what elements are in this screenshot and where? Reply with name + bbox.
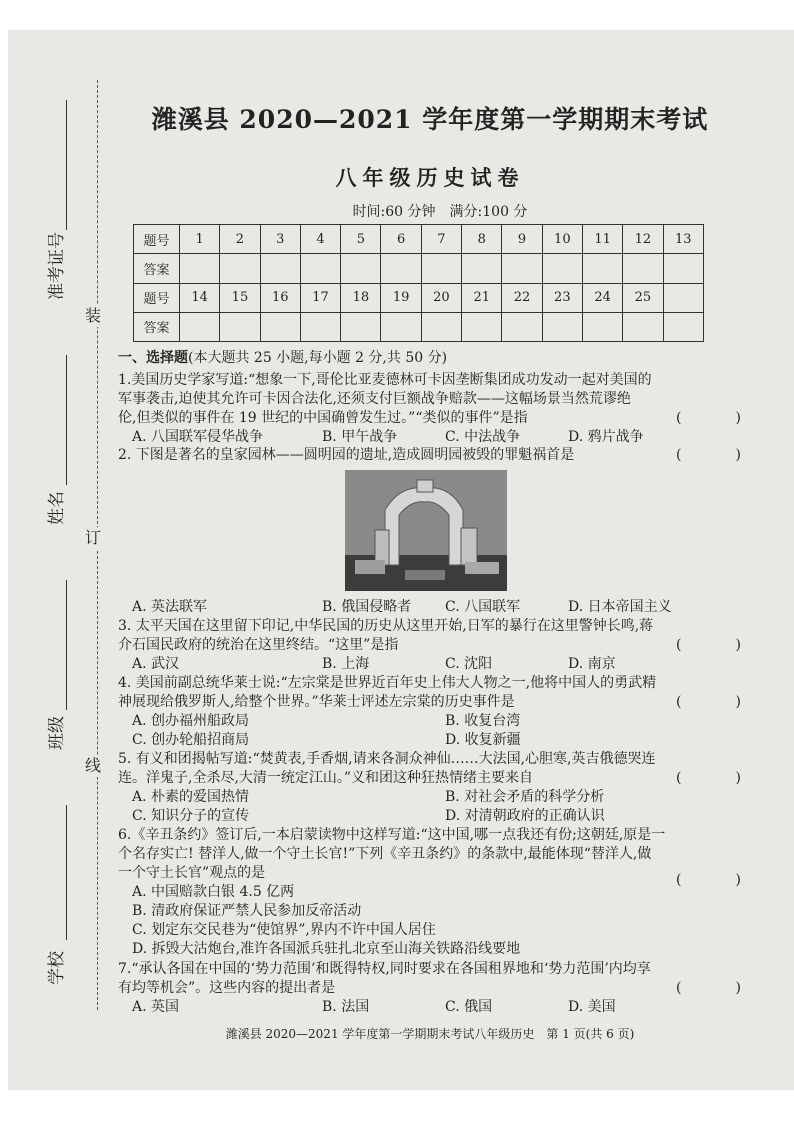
grid-number: 23: [542, 283, 582, 312]
section-title: 一、选择题: [118, 350, 188, 366]
name-line: [66, 355, 67, 485]
option-b: B. 法国: [322, 999, 370, 1015]
answer-cell[interactable]: [180, 312, 220, 341]
option-b: B. 俄国侵略者: [322, 599, 412, 615]
question-1: [118, 371, 761, 428]
question-line: 介石国民政府的统治在这里终结。“这里”是指: [118, 637, 399, 653]
question-6: [118, 826, 761, 888]
answer-cell[interactable]: [663, 254, 703, 283]
question-7: [118, 960, 761, 998]
answer-paren[interactable]: ( ): [676, 694, 761, 710]
option-b: B. 清政府保证严禁人民参加反帝活动: [132, 903, 362, 919]
answer-cell[interactable]: [180, 254, 220, 283]
option-d: D. 美国: [568, 999, 616, 1015]
option-c: C. 俄国: [445, 999, 493, 1015]
binding-word-xian: 线: [82, 755, 104, 777]
question-line: 神展现给俄罗斯人,给整个世界。”华莱士评述左宗棠的历史事件是: [118, 694, 515, 710]
question-line: 有均等机会”。这些内容的提出者是: [118, 980, 336, 996]
option-d: D. 收复新疆: [445, 732, 521, 748]
option-a: A. 英国: [132, 999, 180, 1015]
side-field-name: 姓名: [47, 491, 67, 525]
answer-paren[interactable]: ( ): [676, 980, 761, 996]
grid-label: 题号: [134, 225, 180, 254]
class-line: [66, 580, 67, 710]
grid-number: 13: [663, 225, 703, 254]
grid-number: 4: [300, 225, 340, 254]
question-line: 一个守土长官”观点的是: [118, 865, 266, 881]
exam-meta: 时间:60 分钟 满分:100 分: [352, 204, 528, 220]
answer-cell[interactable]: [462, 254, 502, 283]
grid-number: 21: [462, 283, 502, 312]
grid-number: 5: [341, 225, 381, 254]
question-4: [118, 674, 761, 712]
answer-cell[interactable]: [260, 312, 300, 341]
answer-cell[interactable]: [421, 312, 461, 341]
answer-cell[interactable]: [663, 312, 703, 341]
answer-cell[interactable]: [220, 254, 260, 283]
grid-row-answer-1: [134, 254, 704, 283]
question-line: 4. 美国前副总统华莱士说:“左宗棠是世界近百年史上伟大人物之一,他将中国人的勇武精: [118, 675, 657, 691]
answer-cell[interactable]: [381, 254, 421, 283]
option-d: D. 日本帝国主义: [568, 599, 672, 615]
answer-cell[interactable]: [381, 312, 421, 341]
answer-cell[interactable]: [623, 312, 663, 341]
question-2: [118, 446, 761, 465]
ruins-photo: [345, 470, 507, 591]
option-a: A. 英法联军: [132, 599, 208, 615]
side-field-school: 学校: [47, 951, 67, 985]
option-c: C. 八国联军: [445, 599, 521, 615]
grid-number: 3: [260, 225, 300, 254]
grid-number: 19: [381, 283, 421, 312]
question-line: 7.“承认各国在中国的‘势力范围’和既得特权,同时要求在各国租界地和‘势力范围’内均享: [118, 961, 651, 977]
answer-cell[interactable]: [300, 254, 340, 283]
question-line: 军事袭击,迫使其允许可卡因合法化,还须支付巨额战争赔款——这幅场景当然荒谬绝: [118, 391, 631, 407]
question-line: 6.《辛丑条约》签订后,一本启蒙读物中这样写道:“这中国,哪一点我还有份;这朝廷,原是一: [118, 827, 666, 843]
answer-cell[interactable]: [542, 312, 582, 341]
answer-cell[interactable]: [421, 254, 461, 283]
grid-number: 9: [502, 225, 542, 254]
option-c: C. 划定东交民巷为“使馆界”,界内不许中国人居住: [132, 922, 436, 938]
binding-word-zhuang: 装: [82, 305, 104, 327]
section-header: [118, 347, 447, 367]
answer-cell[interactable]: [502, 254, 542, 283]
question-line: 5. 有义和团揭帖写道:“焚黄表,手香烟,请来各洞众神仙……大法国,心胆寒,英吉俄德哭连: [118, 751, 656, 767]
grid-number: 17: [300, 283, 340, 312]
option-c: C. 沈阳: [445, 656, 493, 672]
option-a: A. 武汉: [132, 656, 180, 672]
grid-number: 6: [381, 225, 421, 254]
grid-number: 10: [542, 225, 582, 254]
answer-cell[interactable]: [502, 312, 542, 341]
option-a: A. 创办福州船政局: [132, 713, 250, 729]
answer-cell[interactable]: [542, 254, 582, 283]
grid-label: 题号: [134, 283, 180, 312]
grid-number: 12: [623, 225, 663, 254]
option-b: B. 对社会矛盾的科学分析: [445, 789, 605, 805]
question-line: 3. 太平天国在这里留下印记,中华民国的历史从这里开始,日军的暴行在这里警钟长鸣,蒋: [118, 618, 654, 634]
school-line: [66, 805, 67, 940]
answer-paren[interactable]: ( ): [676, 447, 761, 463]
option-c: C. 创办轮船招商局: [132, 732, 250, 748]
grid-label: 答案: [134, 254, 180, 283]
grid-number: 20: [421, 283, 461, 312]
option-a: A. 中国赔款白银 4.5 亿两: [132, 884, 295, 900]
page-footer: 潍溪县 2020—2021 学年度第一学期期末考试八年级历史 第 1 页(共 6 页): [225, 1027, 635, 1041]
grid-row-number-1: [134, 225, 704, 254]
question-line: 1.美国历史学家写道:“想象一下,哥伦比亚麦德林可卡因垄断集团成功发动一起对美国的: [118, 372, 652, 388]
question-line: 连。洋鬼子,全杀尽,大清一统定江山。”义和团这种狂热情绪主要来自: [118, 770, 534, 786]
grid-number: 16: [260, 283, 300, 312]
binding-word-ding: 订: [82, 527, 104, 549]
answer-cell[interactable]: [341, 312, 381, 341]
answer-cell[interactable]: [220, 312, 260, 341]
option-d: D. 对清朝政府的正确认识: [445, 808, 605, 824]
grid-label: 答案: [134, 312, 180, 341]
answer-cell[interactable]: [623, 254, 663, 283]
option-b: B. 甲午战争: [322, 429, 398, 445]
question-line: 伦,但类似的事件在 19 世纪的中国确曾发生过。”“类似的事件”是指: [118, 410, 528, 426]
question-3: [118, 617, 761, 655]
option-a: A. 八国联军侵华战争: [132, 429, 264, 445]
grid-number: 15: [220, 283, 260, 312]
answer-grid: [133, 224, 704, 342]
ruins-illustration: [345, 470, 507, 591]
side-field-class: 班级: [47, 716, 67, 750]
option-b: B. 收复台湾: [445, 713, 521, 729]
answer-paren[interactable]: ( ): [676, 410, 761, 426]
grid-number: 25: [623, 283, 663, 312]
question-5: [118, 750, 761, 788]
grid-number: 2: [220, 225, 260, 254]
option-c: C. 中法战争: [445, 429, 521, 445]
answer-cell[interactable]: [341, 254, 381, 283]
question-line: 个名存实亡! 替洋人,做一个守土长官!”下列《辛丑条约》的条款中,最能体现“替洋人,做: [118, 846, 652, 862]
side-field-exam-number: 准考证号: [47, 232, 67, 300]
answer-paren[interactable]: ( ): [676, 637, 761, 653]
option-d: D. 鸦片战争: [568, 429, 644, 445]
answer-cell[interactable]: [582, 312, 622, 341]
grid-number: 18: [341, 283, 381, 312]
grid-row-answer-2: [134, 312, 704, 341]
grid-number: 7: [421, 225, 461, 254]
question-line: 2. 下图是著名的皇家园林——圆明园的遗址,造成圆明园被毁的罪魁祸首是: [118, 447, 575, 463]
answer-paren[interactable]: ( ): [676, 770, 761, 786]
grid-number: 24: [582, 283, 622, 312]
grid-number: [663, 283, 703, 312]
answer-paren[interactable]: ( ): [676, 872, 761, 888]
answer-cell[interactable]: [582, 254, 622, 283]
grid-number: 14: [180, 283, 220, 312]
option-d: D. 拆毁大沽炮台,准许各国派兵驻扎北京至山海关铁路沿线要地: [132, 941, 521, 957]
grid-number: 1: [180, 225, 220, 254]
answer-cell[interactable]: [300, 312, 340, 341]
exam-subtitle: 八年级历史试卷: [335, 165, 525, 190]
grid-number: 11: [582, 225, 622, 254]
option-c: C. 知识分子的宣传: [132, 808, 250, 824]
grid-number: 22: [502, 283, 542, 312]
answer-cell[interactable]: [462, 312, 502, 341]
exam-number-line: [66, 100, 67, 230]
grid-row-number-2: [134, 283, 704, 312]
option-b: B. 上海: [322, 656, 370, 672]
exam-title: 潍溪县 2020—2021 学年度第一学期期末考试: [151, 105, 709, 134]
answer-cell[interactable]: [260, 254, 300, 283]
section-note: (本大题共 25 小题,每小题 2 分,共 50 分): [188, 350, 448, 366]
option-d: D. 南京: [568, 656, 616, 672]
grid-number: 8: [462, 225, 502, 254]
option-a: A. 朴素的爱国热情: [132, 789, 250, 805]
